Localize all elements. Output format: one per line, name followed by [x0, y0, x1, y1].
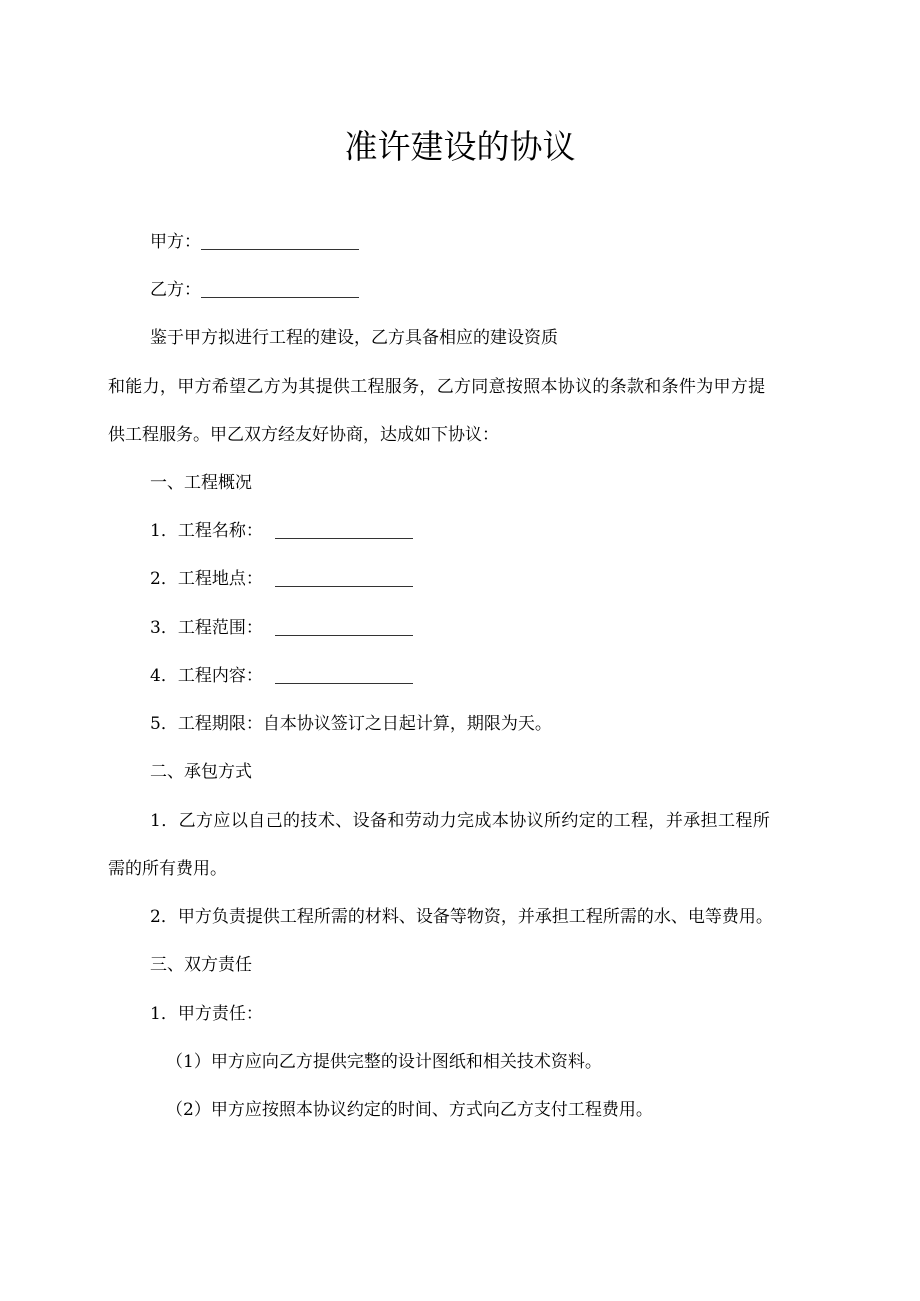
section-3-sub-2: （2）甲方应按照本协议约定的时间、方式向乙方支付工程费用。: [166, 1100, 653, 1120]
party-a-line: [150, 230, 359, 254]
section-1-item-3: [150, 616, 413, 640]
section-1-item-5: 5．工程期限：自本协议签订之日起计算，期限为天。: [150, 714, 552, 734]
section-3-heading: 三、双方责任: [150, 955, 252, 975]
item-label: 1．工程名称：: [150, 521, 263, 541]
intro-line-3: 供工程服务。甲乙双方经友好协商，达成如下协议：: [108, 425, 499, 445]
section-1-item-2: [150, 567, 413, 591]
section-3-item-1: 1．甲方责任：: [150, 1004, 263, 1024]
section-1-item-4: [150, 664, 413, 688]
section-2-item-1-line-2: 需的所有费用。: [108, 859, 227, 879]
section-2-heading: 二、承包方式: [150, 762, 252, 782]
party-a-label: 甲方：: [150, 232, 201, 252]
section-1-heading: 一、工程概况: [150, 473, 252, 493]
intro-line-2: 和能力，甲方希望乙方为其提供工程服务，乙方同意按照本协议的条款和条件为甲方提: [108, 377, 766, 397]
item-label: 3．工程范围：: [150, 618, 263, 638]
section-1-item-1: [150, 519, 413, 543]
section-3-sub-1: （1）甲方应向乙方提供完整的设计图纸和相关技术资料。: [166, 1052, 602, 1072]
item-label: 2．工程地点：: [150, 569, 263, 589]
document-title: 准许建设的协议: [344, 127, 576, 166]
section-2-item-1-line-1: 1．乙方应以自己的技术、设备和劳动力完成本协议所约定的工程，并承担工程所: [150, 811, 771, 831]
party-b-label: 乙方：: [150, 280, 201, 300]
section-2-item-2: 2．甲方负责提供工程所需的材料、设备等物资，并承担工程所需的水、电等费用。: [150, 907, 773, 927]
item-blank: [275, 665, 413, 684]
intro-line-1: 鉴于甲方拟进行工程的建设，乙方具备相应的建设资质: [150, 328, 558, 348]
item-blank: [275, 520, 413, 539]
item-blank: [275, 568, 413, 587]
item-blank: [275, 617, 413, 636]
party-a-blank: [201, 231, 359, 250]
party-b-line: [150, 278, 359, 302]
party-b-blank: [201, 279, 359, 298]
item-label: 4．工程内容：: [150, 666, 263, 686]
